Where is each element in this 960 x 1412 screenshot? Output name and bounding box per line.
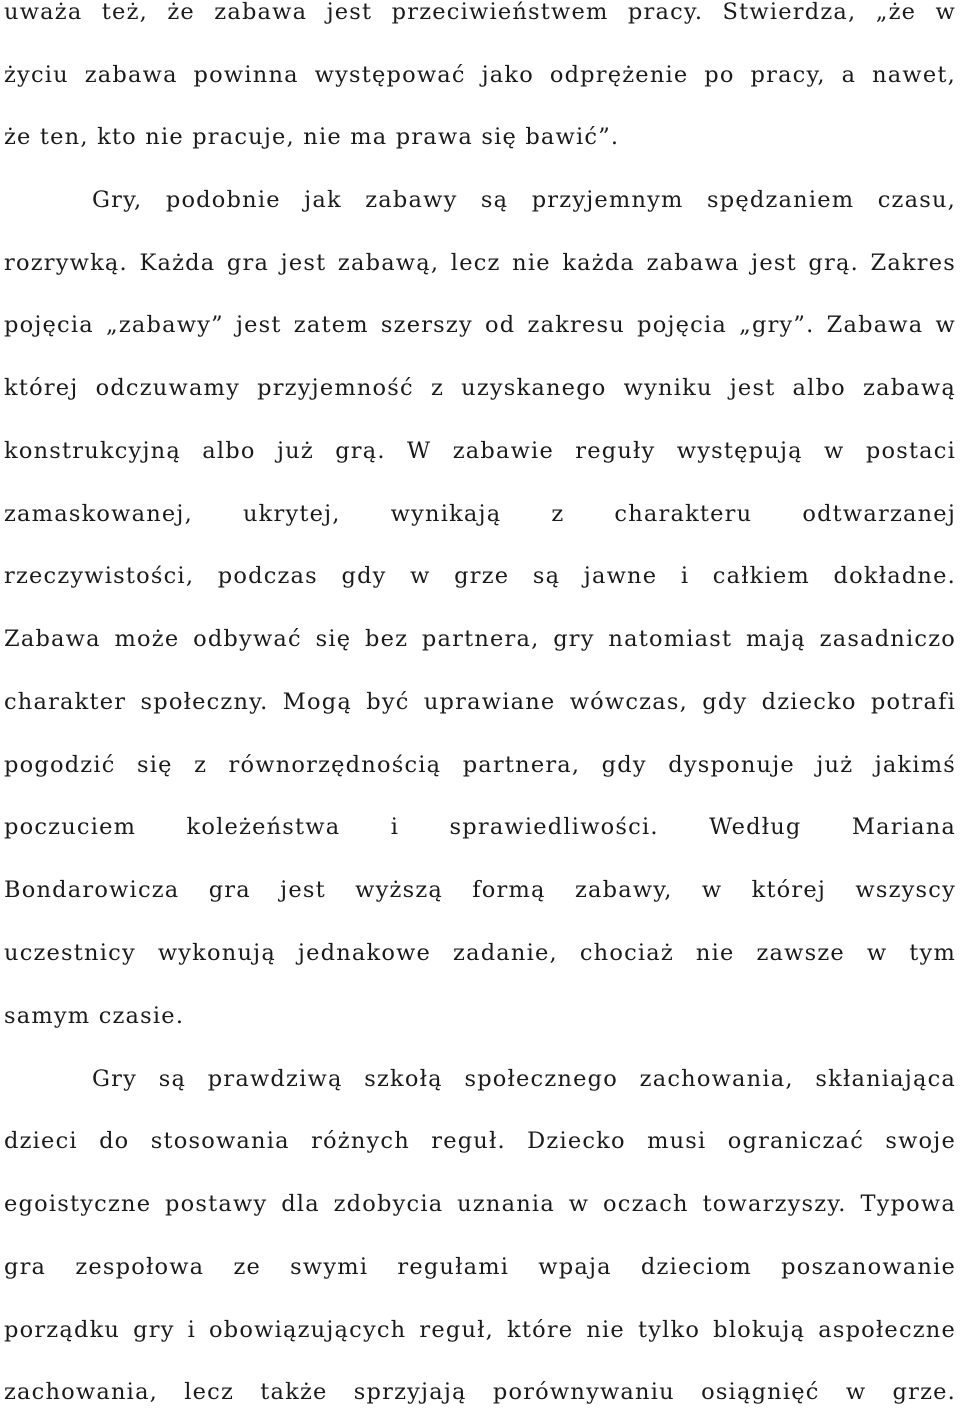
text-line: rzeczywistości, podczas gdy w grze są jawne i całkiem dokładne. — [4, 563, 956, 589]
text-line: poczuciem koleżeństwa i sprawiedliwości. Według Mariana — [4, 814, 956, 840]
text-line: dzieci do stosowania różnych reguł. Dziecko musi ograniczać swoje — [4, 1128, 956, 1154]
text-line: rozrywką. Każda gra jest zabawą, lecz nie każda zabawa jest grą. Zakres — [4, 250, 956, 276]
text-line: samym czasie. — [4, 1003, 185, 1029]
text-line: zachowania, lecz także sprzyjają porównywaniu osiągnięć w grze. — [4, 1379, 956, 1405]
text-line: uczestnicy wykonują jednakowe zadanie, chociaż nie zawsze w tym — [4, 940, 956, 966]
text-line: uważa też, że zabawa jest przeciwieństwem pracy. Stwierdza, „że w — [4, 0, 956, 25]
text-line: egoistyczne postawy dla zdobycia uznania w oczach towarzyszy. Typowa — [4, 1191, 956, 1217]
text-line: porządku gry i obowiązujących reguł, które nie tylko blokują aspołeczne — [4, 1317, 956, 1343]
text-line: pogodzić się z równorzędnością partnera, gdy dysponuje już jakimś — [4, 752, 956, 778]
text-line: Bondarowicza gra jest wyższą formą zabawy, w której wszyscy — [4, 877, 956, 903]
text-line: Gry są prawdziwą szkołą społecznego zachowania, skłaniająca — [92, 1066, 956, 1092]
text-line: Gry, podobnie jak zabawy są przyjemnym spędzaniem czasu, — [92, 187, 956, 213]
text-line: zamaskowanej, ukrytej, wynikają z charakteru odtwarzanej — [4, 501, 956, 527]
text-line: charakter społeczny. Mogą być uprawiane wówczas, gdy dziecko potrafi — [4, 689, 956, 715]
text-line: pojęcia „zabawy” jest zatem szerszy od zakresu pojęcia „gry”. Zabawa w — [4, 312, 956, 338]
text-line: której odczuwamy przyjemność z uzyskanego wyniku jest albo zabawą — [4, 375, 956, 401]
text-line: Zabawa może odbywać się bez partnera, gry natomiast mają zasadniczo — [4, 626, 956, 652]
text-line: życiu zabawa powinna występować jako odprężenie po pracy, a nawet, — [4, 62, 956, 88]
text-line: konstrukcyjną albo już grą. W zabawie reguły występują w postaci — [4, 438, 956, 464]
text-line: gra zespołowa ze swymi regułami wpaja dzieciom poszanowanie — [4, 1254, 956, 1280]
text-line: że ten, kto nie pracuje, nie ma prawa się bawić”. — [4, 124, 620, 150]
